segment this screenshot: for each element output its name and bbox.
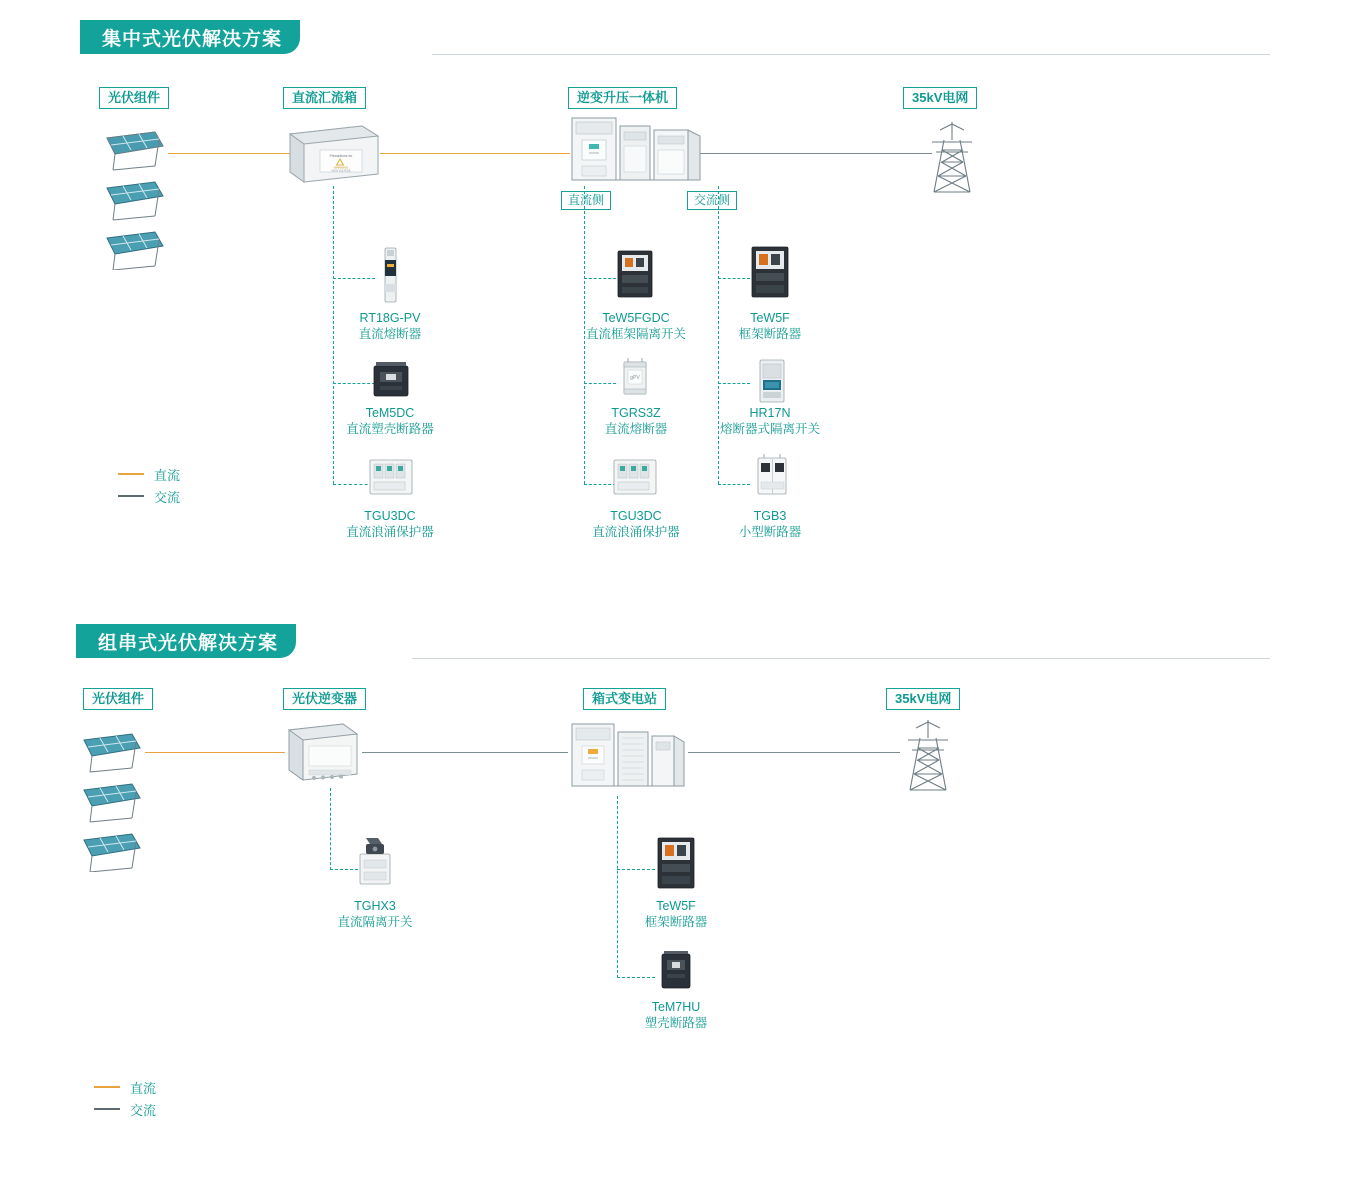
stage-label-box-substation: 箱式变电站 xyxy=(583,688,666,710)
tgu3dc-spd-icon-2 xyxy=(608,452,662,502)
section-1-header xyxy=(80,20,300,54)
legend-row-dc-2 xyxy=(94,1076,156,1098)
dash-substation-column xyxy=(617,796,618,978)
legend-label-ac-1: 交流 xyxy=(154,489,181,505)
tgu3dc-spd-icon xyxy=(364,452,418,502)
section-1-rule xyxy=(432,54,1270,55)
stage-label-pv-modules-2: 光伏组件 xyxy=(83,688,153,710)
section-1-title: 集中式光伏解决方案 xyxy=(80,20,300,54)
product-name-tew5f-1: TeW5F xyxy=(750,311,790,325)
stage-label-string-inverter: 光伏逆变器 xyxy=(283,688,366,710)
solar-panel-icon xyxy=(95,120,185,270)
dash-dcside-to-tgrs3z xyxy=(584,383,616,384)
dc-line-combiner-to-inverter xyxy=(380,153,570,154)
product-name-tgrs3z: TGRS3Z xyxy=(611,406,661,420)
dash-acside-to-tgb3 xyxy=(718,484,750,485)
product-name-tgu3dc-2: TGU3DC xyxy=(610,509,662,523)
side-label-dc: 直流侧 xyxy=(561,191,611,210)
product-desc-tem7hu: 塑壳断路器 xyxy=(644,1016,708,1030)
dash-combiner-to-rt18g xyxy=(333,278,375,279)
product-desc-tgrs3z: 直流熔断器 xyxy=(604,422,668,436)
dc-line-panels-to-string-inverter xyxy=(145,752,285,753)
stage-label-pv-modules-1: 光伏组件 xyxy=(99,87,169,109)
legend-section-1 xyxy=(118,463,180,507)
legend-swatch-ac-2 xyxy=(94,1108,120,1110)
legend-row-dc-1 xyxy=(118,463,180,485)
product-name-rt18g-pv: RT18G-PV xyxy=(359,311,421,325)
product-caption-tem5dc xyxy=(300,405,480,437)
inverter-station-icon xyxy=(568,112,708,190)
legend-swatch-dc-2 xyxy=(94,1086,120,1088)
product-desc-tgu3dc-2: 直流浪涌保护器 xyxy=(592,525,680,539)
product-caption-tem7hu xyxy=(606,999,746,1031)
legend-swatch-dc-1 xyxy=(118,473,144,475)
product-name-tem7hu: TeM7HU xyxy=(651,1000,701,1014)
product-desc-tew5f-1: 框架断路器 xyxy=(738,327,802,341)
product-caption-hr17n xyxy=(690,405,850,437)
tgrs3z-fuse-icon xyxy=(614,352,656,404)
product-desc-tgb3: 小型断路器 xyxy=(738,525,802,539)
legend-row-ac-2 xyxy=(94,1098,156,1120)
stage-label-grid-2: 35kV电网 xyxy=(886,688,960,710)
dash-substation-to-tew5f xyxy=(617,869,655,870)
section-2-header xyxy=(76,624,296,658)
combiner-box-icon xyxy=(286,120,382,186)
product-name-tghx3: TGHX3 xyxy=(354,899,396,913)
ac-line-inverter-to-grid xyxy=(700,153,932,154)
tem7hu-mccb-icon xyxy=(655,950,697,994)
product-caption-tew5f-2 xyxy=(606,898,746,930)
product-desc-tem5dc: 直流塑壳断路器 xyxy=(346,422,434,436)
tgb3-mcb-icon xyxy=(750,452,794,502)
product-desc-tew5fgdc: 直流框架隔离开关 xyxy=(585,327,686,341)
product-desc-hr17n: 熔断器式隔离开关 xyxy=(719,422,820,436)
product-caption-tgu3dc-1 xyxy=(300,508,480,540)
stage-label-inverter-booster: 逆变升压一体机 xyxy=(568,87,677,109)
product-name-tew5f-2: TeW5F xyxy=(656,899,696,913)
legend-label-ac-2: 交流 xyxy=(130,1102,157,1118)
box-substation-icon xyxy=(568,714,688,796)
product-name-hr17n: HR17N xyxy=(749,406,791,420)
svg-text:gPV: gPV xyxy=(630,375,640,381)
tew5f-acb-icon-2 xyxy=(652,834,700,894)
product-desc-tghx3: 直流隔离开关 xyxy=(337,915,413,929)
dash-inverter-column xyxy=(330,788,331,870)
product-name-tgb3: TGB3 xyxy=(753,509,787,523)
hr17n-fuse-switch-icon xyxy=(752,356,792,406)
product-name-tew5fgdc: TeW5FGDC xyxy=(602,311,670,325)
legend-label-dc-1: 直流 xyxy=(154,467,181,483)
tghx3-dc-isolator-icon xyxy=(352,836,398,892)
product-caption-tgb3 xyxy=(690,508,850,540)
string-inverter-icon xyxy=(283,718,363,788)
dash-acside-to-hr17n xyxy=(718,383,750,384)
dc-line-panels-to-combiner xyxy=(168,153,290,154)
side-label-ac: 交流侧 xyxy=(687,191,737,210)
section-2-title: 组串式光伏解决方案 xyxy=(76,624,296,658)
rt18g-pv-fuse-icon xyxy=(375,244,405,306)
transmission-tower-icon xyxy=(922,118,982,196)
ac-line-inverter-to-substation xyxy=(362,752,568,753)
product-desc-tew5f-2: 框架断路器 xyxy=(644,915,708,929)
legend-label-dc-2: 直流 xyxy=(130,1080,157,1096)
product-desc-rt18g-pv: 直流熔断器 xyxy=(358,327,422,341)
stage-label-grid-1: 35kV电网 xyxy=(903,87,977,109)
legend-row-ac-1 xyxy=(118,485,180,507)
legend-section-2 xyxy=(94,1076,156,1120)
product-name-tgu3dc-1: TGU3DC xyxy=(364,509,416,523)
section-2-rule xyxy=(412,658,1270,659)
transmission-tower-icon-2 xyxy=(898,716,958,794)
stage-label-combiner-box: 直流汇流箱 xyxy=(283,87,366,109)
solar-panel-icon-2 xyxy=(72,722,162,872)
ac-line-substation-to-grid xyxy=(688,752,900,753)
product-caption-tghx3 xyxy=(305,898,445,930)
product-desc-tgu3dc-1: 直流浪涌保护器 xyxy=(346,525,434,539)
tem5dc-mccb-icon xyxy=(368,360,414,404)
tew5fgdc-switch-icon xyxy=(612,245,658,303)
product-caption-tew5f-1 xyxy=(690,310,850,342)
svg-text:Precautions for: Precautions for xyxy=(329,154,353,158)
svg-text:WARNING: WARNING xyxy=(333,165,349,170)
dash-substation-to-tem7hu xyxy=(617,977,655,978)
product-name-tem5dc: TeM5DC xyxy=(365,406,415,420)
svg-text:HIGH VOLTAGE: HIGH VOLTAGE xyxy=(331,169,351,173)
legend-swatch-ac-1 xyxy=(118,495,144,497)
tew5f-acb-icon xyxy=(746,243,794,303)
product-caption-rt18g-pv xyxy=(300,310,480,342)
